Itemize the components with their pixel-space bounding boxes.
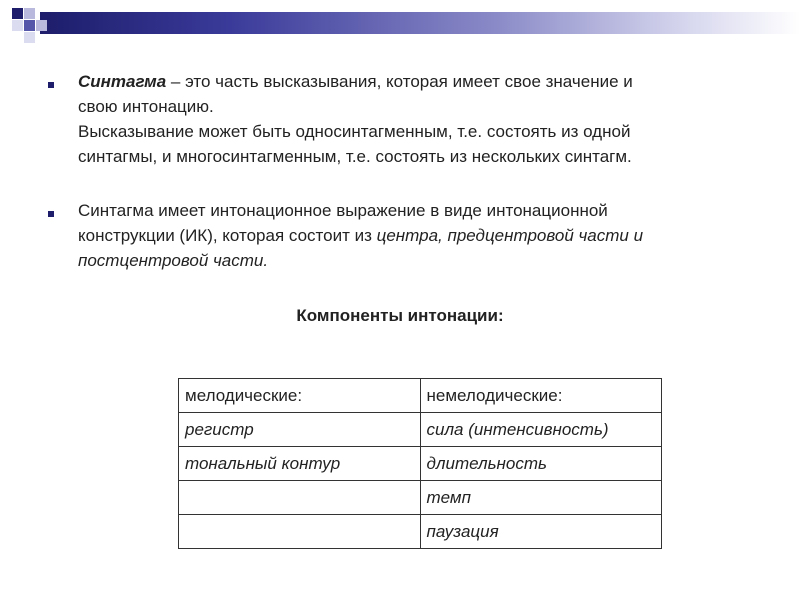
para1-line2: свою интонацию. <box>78 97 214 116</box>
table-cell <box>179 515 421 549</box>
table-header-nonmelodic: немелодические: <box>420 379 662 413</box>
decor-square-light <box>24 8 35 19</box>
decor-square-dark <box>12 8 23 19</box>
decor-square-light-2 <box>36 20 47 31</box>
term-syntagma: Синтагма <box>78 72 167 91</box>
para1-line1 <box>78 69 778 94</box>
table-row <box>179 447 662 481</box>
decor-square-pale <box>12 20 23 31</box>
para2-line3: постцентровой части. <box>78 251 269 270</box>
bullet-square-icon <box>48 211 54 217</box>
para2-line2-text: конструкции (ИК), которая состоит из <box>78 226 377 245</box>
para1-line1-text: – это часть высказывания, которая имеет свое значение и <box>166 72 633 91</box>
table-header-row <box>179 379 662 413</box>
components-table <box>178 378 662 549</box>
paragraph-intonation-construction <box>78 198 778 273</box>
para1-line3: Высказывание может быть односинтагменным, т.е. состоять из одной <box>78 122 631 141</box>
paragraph-syntagma-definition <box>78 69 778 169</box>
decor-square-pale-2 <box>24 32 35 43</box>
table-cell: регистр <box>179 413 421 447</box>
para1-line4: синтагмы, и многосинтагменным, т.е. состоять из нескольких синтагм. <box>78 147 632 166</box>
para2-line1: Синтагма имеет интонационное выражение в виде интонационной <box>78 201 608 220</box>
table-row <box>179 515 662 549</box>
table-cell: длительность <box>420 447 662 481</box>
table-cell: паузация <box>420 515 662 549</box>
table-row <box>179 413 662 447</box>
para2-line2-italic: центра, предцентровой части и <box>376 226 644 245</box>
table-cell: сила (интенсивность) <box>420 413 662 447</box>
table-cell: темп <box>420 481 662 515</box>
table-cell: тональный контур <box>179 447 421 481</box>
decor-square-mid <box>24 20 35 31</box>
components-title: Компоненты интонации: <box>296 306 504 325</box>
para2-line2 <box>78 223 778 248</box>
bullet-square-icon <box>48 82 54 88</box>
table-cell <box>179 481 421 515</box>
table-row <box>179 481 662 515</box>
header-gradient-bar <box>40 12 800 34</box>
table-header-melodic: мелодические: <box>179 379 421 413</box>
